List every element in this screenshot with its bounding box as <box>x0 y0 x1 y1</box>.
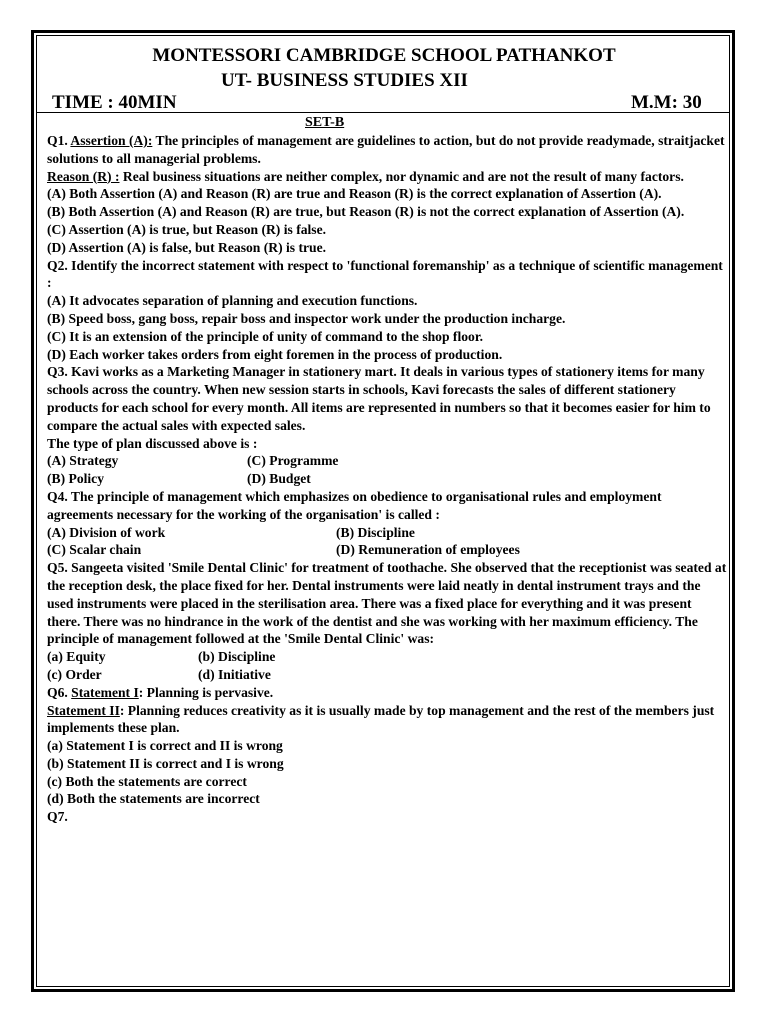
question-content <box>47 132 727 826</box>
q2-text: Q2. Identify the incorrect statement with respect to 'functional foremanship' as a technique of scientific management : <box>47 257 723 291</box>
q1-option: (C) Assertion (A) is true, but Reason (R) is false. <box>47 221 327 237</box>
q4-text: Q4. The principle of management which emphasizes on obedience to organisational rules and employment agreements necessary for the working of the organisation' is called : <box>47 488 662 522</box>
q4-option-row <box>47 524 727 542</box>
q2-option: (D) Each worker takes orders from eight foremen in the process of production. <box>47 346 503 362</box>
q1-assertion <box>47 132 727 168</box>
q2-option: (A) It advocates separation of planning and execution functions. <box>47 293 418 309</box>
q6-statement-2 <box>47 702 727 738</box>
assertion-label: Assertion (A): <box>70 133 153 148</box>
q3-option-row <box>47 470 727 488</box>
q4-option: (A) Division of work <box>47 524 166 540</box>
q5-option: (d) Initiative <box>198 666 271 682</box>
q6-option: (d) Both the statements are incorrect <box>47 791 260 807</box>
q1-number: Q1. <box>47 133 71 148</box>
q7-number: Q7. <box>47 809 68 825</box>
q5-option: (a) Equity <box>47 649 106 665</box>
q2-option: (B) Speed boss, gang boss, repair boss and inspector work under the production incharge. <box>47 310 566 326</box>
q5-option-row <box>47 648 727 666</box>
q4-option: (C) Scalar chain <box>47 542 142 558</box>
q1-reason <box>47 168 727 186</box>
school-name: MONTESSORI CAMBRIDGE SCHOOL PATHANKOT <box>152 45 616 66</box>
q5-option-row <box>47 666 727 684</box>
q3-option-row <box>47 452 727 470</box>
set-label: SET-B <box>305 115 345 130</box>
q2-option: (C) It is an extension of the principle of unity of command to the shop floor. <box>47 328 484 344</box>
q6-number: Q6. <box>47 684 72 700</box>
q6-statement-1 <box>47 684 727 702</box>
reason-text: Real business situations are neither complex, nor dynamic and are not the result of many factors. <box>119 168 684 184</box>
q6-option: (a) Statement I is correct and II is wrong <box>47 738 283 754</box>
q5-option: (b) Discipline <box>198 649 276 665</box>
maximum-marks: M.M: 30 <box>631 92 702 113</box>
q3-option: (B) Policy <box>47 471 105 487</box>
q3-option: (C) Programme <box>247 453 339 469</box>
q4-option: (B) Discipline <box>336 524 415 540</box>
q6-option: (c) Both the statements are correct <box>47 773 247 789</box>
q5-option: (c) Order <box>47 666 102 682</box>
statement-2-label: Statement II <box>47 702 120 718</box>
reason-label: Reason (R) : <box>47 168 120 184</box>
time-allowed: TIME : 40MIN <box>52 92 177 113</box>
q1-option: (B) Both Assertion (A) and Reason (R) are true, but Reason (R) is not the correct explanation of Assertion (A). <box>47 204 685 220</box>
q5-text: Q5. Sangeeta visited 'Smile Dental Clinic' for treatment of toothache. She observed that the receptionist was seated at the reception desk, the place fixed for her. Dental instruments were laid neatly in dental instrument trays and the used instruments were placed in the sterilisation area. There was a fixed place for everything and it was present there. There was no hindrance in the work of the dentist and she was working with her maximum efficiency. The principle of management followed at the 'Smile Dental Clinic' was: <box>47 560 727 647</box>
q1-option: (A) Both Assertion (A) and Reason (R) are true and Reason (R) is the correct explanation of Assertion (A). <box>47 186 662 202</box>
statement-1-text: : Planning is pervasive. <box>138 684 274 700</box>
q3-option: (A) Strategy <box>47 453 119 469</box>
assertion-text: The principles of management are guidelines to action, but do not provide readymade, straitjacket solutions to all managerial problems. <box>47 133 725 166</box>
q4-option: (D) Remuneration of employees <box>336 542 520 558</box>
statement-1-label: Statement I <box>71 684 139 700</box>
test-title: UT- BUSINESS STUDIES XII <box>221 70 468 91</box>
q3-option: (D) Budget <box>247 471 311 487</box>
q6-option: (b) Statement II is correct and I is wrong <box>47 755 284 771</box>
q1-option: (D) Assertion (A) is false, but Reason (R) is true. <box>47 239 327 255</box>
q3-text: Q3. Kavi works as a Marketing Manager in stationery mart. It deals in various types of stationery items for many schools across the country. When new session starts in schools, Kavi forecasts the sales of different stationery products for each school for every month. All items are represented in numbers so that it becomes easier for him to compare the actual sales with expected sales. <box>47 364 711 433</box>
header-divider <box>37 112 729 113</box>
q4-option-row <box>47 541 727 559</box>
statement-2-text: : Planning reduces creativity as it is usually made by top management and the rest of the members just implements these plan. <box>47 702 715 736</box>
q3-prompt: The type of plan discussed above is : <box>47 435 258 451</box>
